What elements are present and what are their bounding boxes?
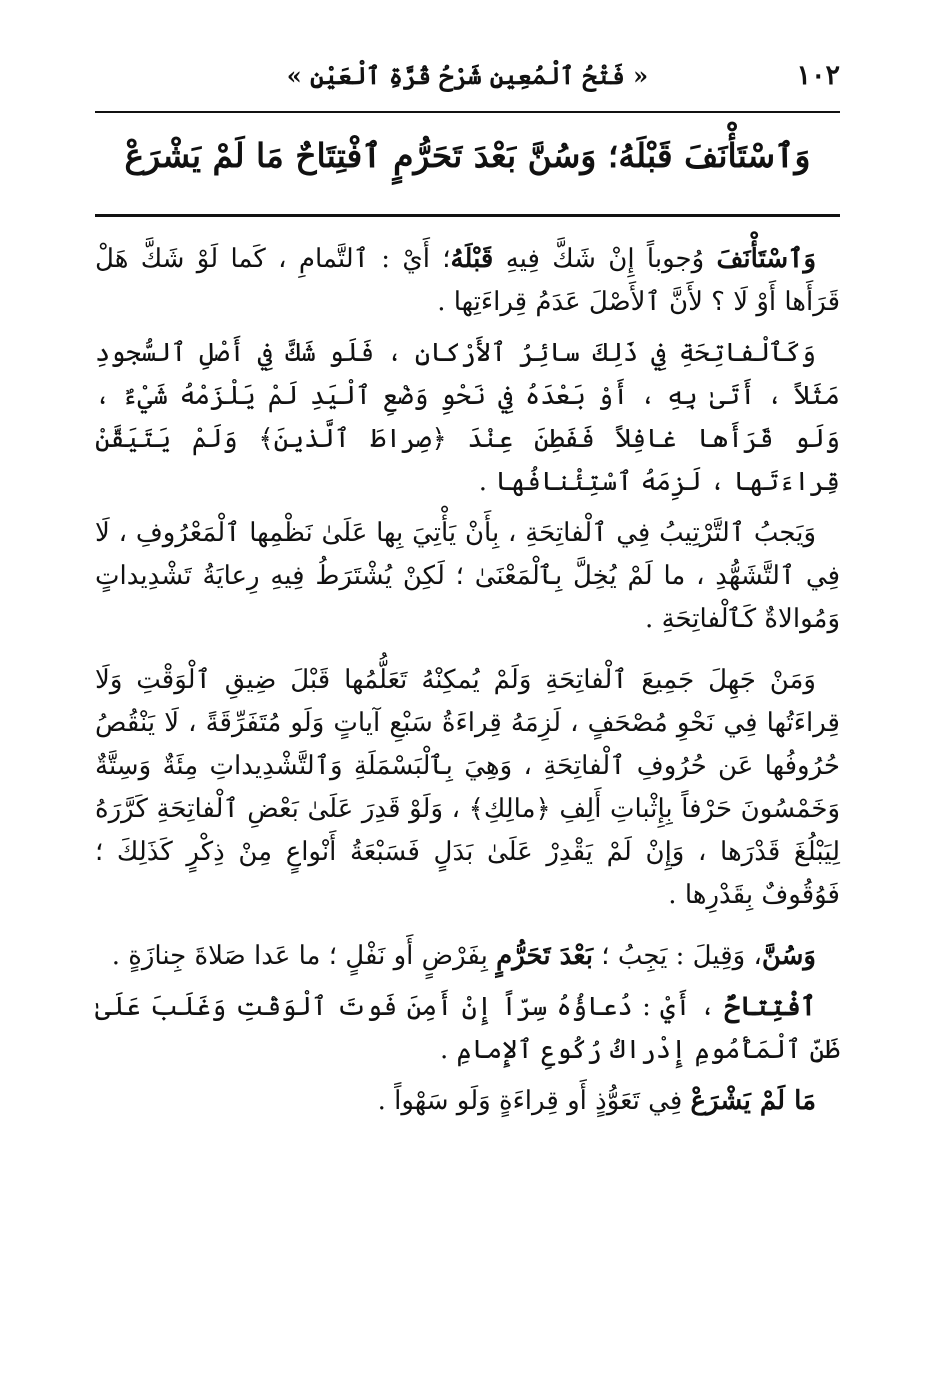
quoted-matn: وَٱسْتَأْنَفَ [716,244,816,274]
commentary-text: ، أَيْ : دُعاؤُهُ سِرّاً إِنْ أَمِنَ فَوتَ ٱلْوَقْتِ وَغَلَبَ عَلَىٰ ظَنِّ ٱلْمَأْمُومِ إِدْراكُ رُكُوعِ ٱلإِمامِ . [95,992,840,1065]
commentary-text: ؛ أَيْ : ٱلتَّمامِ ، كَما لَوْ شَكَّ هَلْ قَرَأَها أَوْ لَا ؟ لأَنَّ ٱلأَصْلَ عَدَمُ قِراءَتِها . [95,244,840,317]
quoted-matn: مَا لَمْ يَشْرَعْ [690,1086,816,1116]
paragraph [95,238,840,324]
paragraph [95,986,840,1072]
running-header [95,56,840,96]
matn-divider [95,214,840,217]
paragraph [95,1080,840,1123]
quoted-matn: ٱفْتِتاحٌ [724,992,816,1022]
paragraph: وَمَنْ جَهِلَ جَمِيعَ ٱلْفاتِحَةِ وَلَمْ يُمكِنْهُ تَعَلُّمُها قَبْلَ ضِيقِ ٱلْوَقْتِ وَلَا قِراءَتُها فِي نَحْوِ مُصْحَفٍ ، لَزِمَهُ قِراءَةُ سَبْعِ آياتٍ وَلَو مُتَفَرِّقَةً ، لَا يَنْقُصُ حُرُوفُها عَن حُرُوفِ ٱلْفاتِحَةِ ، وَهِيَ بِٱلْبَسْمَلَةِ وَٱلتَّشْدِيداتِ مِئَةٌ وَسِتَّةٌ وَخَمْسُونَ حَرْفاً بِإِثْباتِ أَلِفِ ﴿مالِكِ﴾ ، وَلَوْ قَدِرَ عَلَىٰ بَعْضِ ٱلْفاتِحَةِ كَرَّرَهُ لِيَبْلُغَ قَدْرَها ، وَإِنْ لَمْ يَقْدِرْ عَلَىٰ بَدَلٍ فَسَبْعَةُ أَنْواعٍ مِنْ ذِكْرٍ كَذَلِكَ ؛ فَوُقُوفٌ بِقَدْرِها . [95,665,840,910]
page-number: ١٠٢ [796,60,840,91]
commentary-body [95,238,840,1131]
matn-text: وَٱسْتَأْنَفَ قَبْلَهُ؛ وَسُنَّ بَعْدَ تَحَرُّمٍ ٱفْتِتَاحٌ مَا لَمْ يَشْرَعْ [124,136,811,175]
commentary-text: بِفَرْضٍ أَو نَفْلٍ ؛ ما عَدا صَلاةَ جِنازَةٍ . [111,941,497,971]
book-title: « فَتْحُ ٱلْمُعِينِ شَرْحُ قُرَّةِ ٱلْعَيْنِ » [286,61,649,90]
paragraph: وَيَجبُ ٱلتَّرْتِيبُ فِي ٱلْفاتِحَةِ ، بِأَنْ يَأْتِيَ بِها عَلَىٰ نَظْمِها ٱلْمَعْرُوفِ ، لَا فِي ٱلتَّشَهُّدِ ، ما لَمْ يُخِلَّ بِٱلْمَعْنَىٰ ؛ لَكِنْ يُشْتَرَطُ فِيهِ رِعايَةُ تَشْدِيداتٍ وَمُوالاةٌ كَٱلْفاتِحَةِ . [95,518,840,634]
quoted-matn: وَسُنَّ [761,941,816,971]
header-rule [95,111,840,113]
paragraph [95,935,840,978]
commentary-text: فِي تَعَوُّذٍ أَو قِراءَةٍ وَلَو سَهْواً . [377,1086,691,1116]
quoted-matn: قَبْلَهُ [450,244,494,274]
paragraph: وَكَٱلْفاتِحَةِ فِي ذَلِكَ سائِرُ ٱلأَرْكانِ ، فَلَو شَكَّ فِي أَصْلِ ٱلسُّجودِ مَثَلاً ، أَتَىٰ بِهِ ، أَوْ بَعْدَهُ فِي نَحْوِ وَضْعِ ٱلْيَدِ لَمْ يَلْزَمْهُ شَيْءٌ ، وَلَو قَرَأَها غافِلاً فَفَطِنَ عِنْدَ ﴿صِراطَ ٱلَّذينَ﴾ وَلَمْ يَتَيَقَّنْ قِراءَتَها ، لَزِمَهُ ٱسْتِئْنافُها . [95,338,840,497]
commentary-text: ، وَقِيلَ : يَجِبُ ؛ [593,941,762,971]
quoted-matn: بَعْدَ تَحَرُّمٍ [496,941,594,971]
commentary-text: وُجوباً إِنْ شَكَّ فِيهِ [493,244,717,274]
